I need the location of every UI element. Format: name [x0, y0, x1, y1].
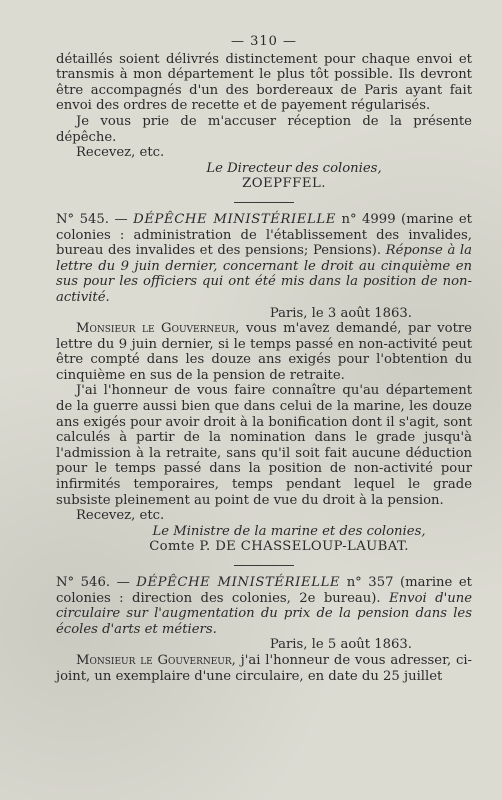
dispatch-546 [56, 575, 472, 684]
dispatch-545-signature-title: Le Ministre de la marine et des colonies, [152, 523, 426, 539]
dispatch-545-summary: Réponse à la lettre du 9 juin dernier, concernant le droit au cinquième en sus pour les officiers qui ont été mis dans la position de non-activité. [56, 243, 472, 305]
dispatch-545-number: N° 545. [56, 211, 109, 227]
intro-signature-title: Le Directeur des colonies, [206, 160, 382, 176]
page-number: — 310 — [230, 34, 298, 49]
section-divider [234, 202, 294, 203]
dispatch-545-paragraph-1 [56, 321, 472, 383]
dispatch-545-heading: DÉPÊCHE MINISTÉRIELLE [133, 211, 336, 227]
section-divider [234, 565, 294, 566]
dispatch-545-date: Paris, le 3 août 1863. [269, 305, 412, 321]
dispatch-546-header-rest: n° 357 (marine et colonies : direction des colonies, 2e bureau). [56, 575, 472, 606]
intro-paragraph: détaillés soient délivrés distinctement pour chaque envoi et transmis à mon département le plus tôt possible. Ils devront être accompagnés d'un des bordereaux de Paris ayant fait envoi des ordres de recette et de payement régularisés. [56, 51, 472, 114]
dispatch-545-paragraph-2: J'ai l'honneur de vous faire connaître qu'au département de la guerre aussi bien que dans celui de la marine, les douze ans exigés pour avoir droit à la bonification dont il s'agit, sont calculés à partir de la nomination dans le grade jusqu'à l'admission à la retraite, sans qu'il soit fait aucune déduction pour le temps passé dans la position de non-activité pour infirmités temporaires, temps pendant lequel le grade subsiste pleinement au point de vue du droit à la pension. [56, 383, 472, 508]
dispatch-546-date: Paris, le 5 août 1863. [269, 637, 412, 653]
dispatch-545-header [56, 212, 472, 306]
dispatch-545-salutation: Monsieur le Gouverneur, [76, 321, 240, 337]
dispatch-546-number: N° 546. [56, 575, 111, 590]
dispatch-545-closing: Recevez, etc. [76, 508, 165, 524]
dispatch-546-summary: Envoi d'une circulaire sur l'augmentation du prix de la pension dans les écoles d'arts et métiers. [56, 590, 472, 637]
intro-closing: Recevez, etc. [76, 145, 165, 161]
dispatch-546-dash: — [116, 575, 130, 590]
dispatch-546-header [56, 575, 472, 637]
dispatch-545-signature-name: Comte P. DE CHASSELOUP-LAUBAT. [149, 539, 409, 555]
dispatch-545-header-rest: n° 4999 (marine et colonies : administration de l'établissement des invalides, bureau des invalides et des pensions; Pensions). [56, 211, 472, 259]
dispatch-546-salutation: Monsieur le Gouverneur, [76, 652, 236, 668]
dispatch-546-paragraph-1-text: j'ai l'honneur de vous adresser, ci-joint, un exemplaire d'une circulaire, en date du 25 juillet [56, 652, 473, 684]
intro-signature-name: ZOEPFFEL. [242, 176, 326, 192]
dispatch-546-paragraph-1 [56, 653, 472, 684]
dispatch-546-heading: DÉPÊCHE MINISTÉRIELLE [136, 575, 341, 590]
dispatch-545-paragraph-1-text: vous m'avez demandé, par votre lettre du 9 juin dernier, si le temps passé en non-activité peut être compté dans les douze ans exigés pour l'obtention du cinquième en sus de la pension de retraite. [56, 321, 472, 383]
intro-request: Je vous prie de m'accuser réception de la présente dépêche. [56, 113, 472, 145]
dispatch-545-dash: — [114, 211, 128, 227]
dispatch-545 [56, 212, 472, 555]
